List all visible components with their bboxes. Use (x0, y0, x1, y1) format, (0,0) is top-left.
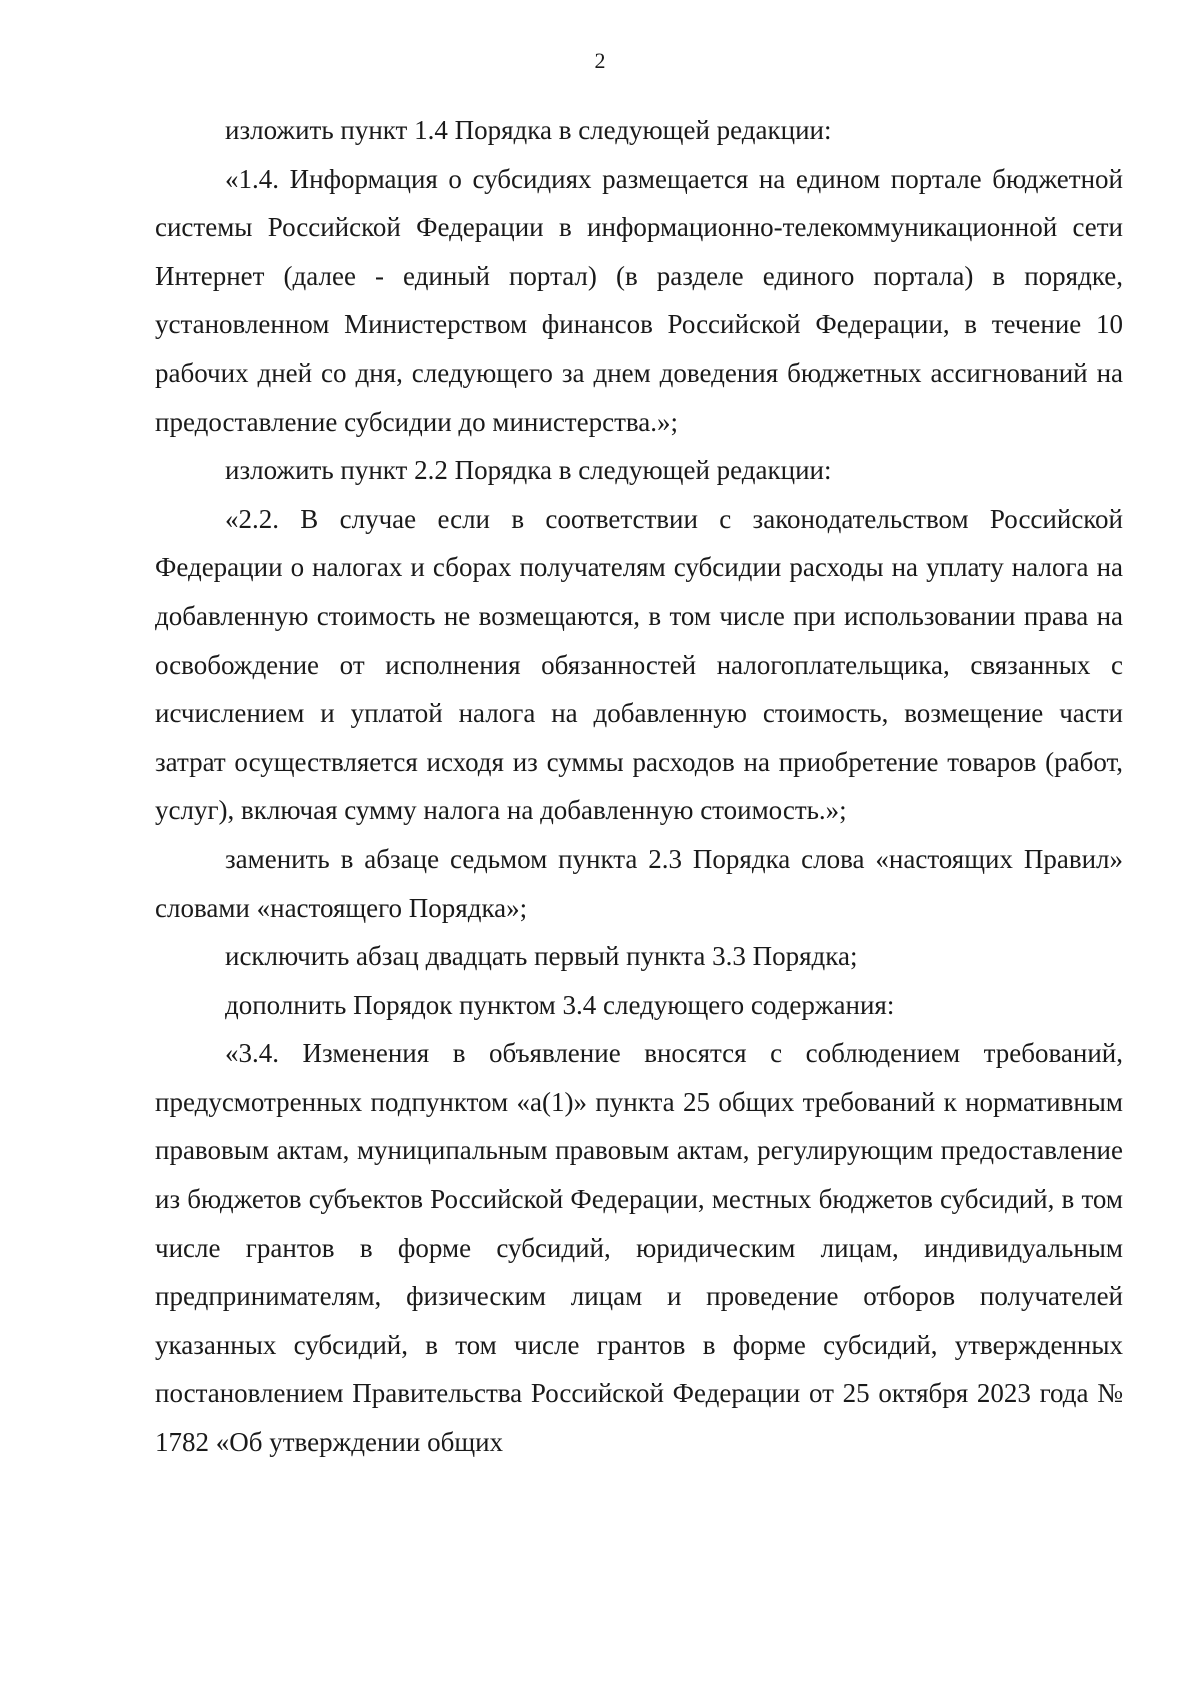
paragraph-clause-2-2: «2.2. В случае если в соответствии с законодательством Российской Федерации о налогах и сборах получателям субсидии расходы на уплату налога на добавленную стоимость не возмещаются, в том числе при использовании права на освобождение от исполнения обязанностей налогоплательщика, связанных с исчислением и уплатой налога на добавленную стоимость, возмещение части затрат осуществляется исходя из суммы расходов на приобретение товаров (работ, услуг), включая сумму налога на добавленную стоимость.»; (155, 503, 1123, 826)
paragraph-instruction-1-4: изложить пункт 1.4 Порядка в следующей редакции: (225, 115, 832, 145)
paragraph-instruction-2-2: изложить пункт 2.2 Порядка в следующей редакции: (225, 455, 832, 486)
paragraph-instruction-3-3: исключить абзац двадцать первый пункта 3.3 Порядка; (225, 941, 858, 972)
document-body (155, 106, 1123, 1467)
paragraph-instruction-2-3: заменить в абзаце седьмом пункта 2.3 Порядка слова «настоящих Правил» словами «настоящего Порядка»; (155, 843, 1123, 923)
paragraph-clause-3-4: «3.4. Изменения в объявление вносятся с соблюдением требований, предусмотренных подпунктом «а(1)» пункта 25 общих требований к нормативным правовым актам, муниципальным правовым актам, регулирующим предоставление из бюджетов субъектов Российской Федерации, местных бюджетов субсидий, в том числе грантов в форме субсидий, юридическим лицам, индивидуальным предпринимателям, физическим лицам и проведение отборов получателей указанных субсидий, в том числе грантов в форме субсидий, утвержденных постановлением Правительства Российской Федерации от 25 октября 2023 года № 1782 «Об утверждении общих (155, 1038, 1123, 1458)
paragraph-instruction-3-4: дополнить Порядок пунктом 3.4 следующего содержания: (225, 989, 895, 1020)
page-number: 2 (594, 48, 606, 73)
paragraph-clause-1-4: «1.4. Информация о субсидиях размещается на едином портале бюджетной системы Российской Федерации в информационно-телекоммуникационной сети Интернет (далее - единый портал) (в разделе единого портала) в порядке, установленном Министерством финансов Российской Федерации, в течение 10 рабочих дней со дня, следующего за днем доведения бюджетных ассигнований на предоставление субсидии до министерства.»; (155, 163, 1123, 437)
